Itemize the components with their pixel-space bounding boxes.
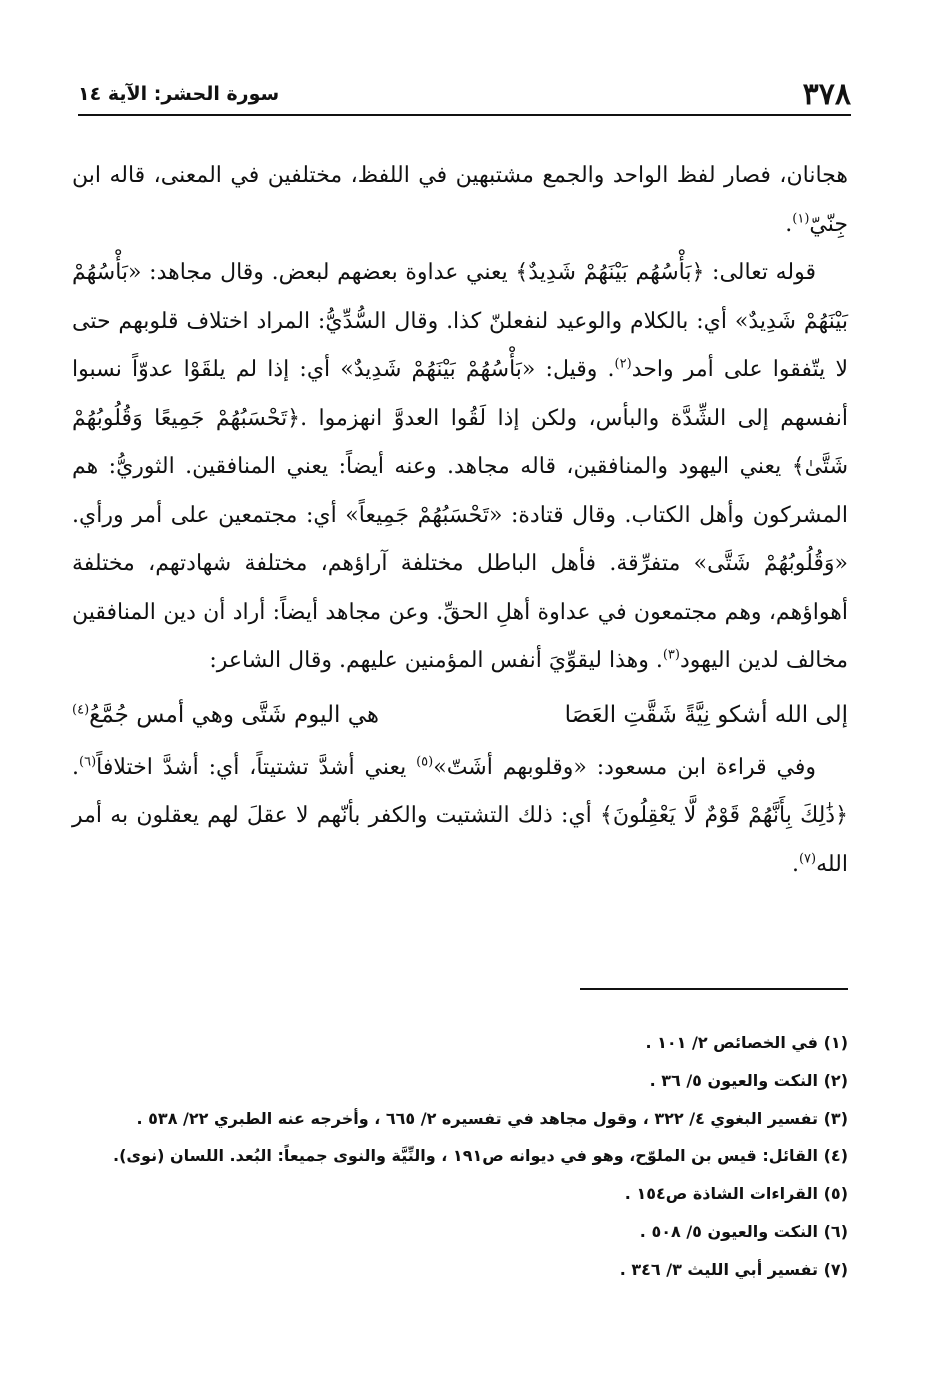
paragraph-3 <box>72 744 848 890</box>
paragraph-3-text-b: يعني أشدَّ تشتيتاً، أي: أشدَّ اختلافاً <box>96 754 417 780</box>
footnote-6: (٦) النكت والعيون ٥/ ٥٠٨ . <box>639 1221 848 1241</box>
footnote-2: (٢) النكت والعيون ٥/ ٣٦ . <box>649 1070 848 1090</box>
page-header <box>78 74 851 116</box>
footnote-ref-7: (٧) <box>798 851 817 867</box>
footnote-ref-3: (٣) <box>662 647 680 663</box>
paragraph-3-end: . <box>791 851 799 877</box>
footnote-5: (٥) القراءات الشاذة ص١٥٤ . <box>624 1184 848 1204</box>
footnote-ref-4: (٤) <box>72 701 90 717</box>
paragraph-1-text: هجانان، فصار لفظ الواحد والجمع مشتبهين في اللفظ، مختلفين في المعنى، قاله ابن جِنّيّ <box>72 163 848 237</box>
paragraph-1-end: . <box>785 211 793 237</box>
footnote-7: (٧) تفسير أبي الليث ٣/ ٣٤٦ . <box>619 1259 848 1279</box>
footnotes-list <box>110 1024 848 1289</box>
footnote-1: (١) في الخصائص ٢/ ١٠١ . <box>645 1033 848 1052</box>
footnote-divider <box>580 988 848 990</box>
main-text <box>72 152 848 889</box>
verse-first-hemistich: إلى الله أشكو نِيَّةً شَقَّتِ العَصَا <box>564 701 848 728</box>
footnote-3: (٣) تفسير البغوي ٤/ ٣٢٢ ، وقول مجاهد في تفسيره ٢/ ٦٦٥ ، وأخرجه عنه الطبري ٢٢/ ٥٣٨ . <box>136 1108 848 1128</box>
verse-second-hemistich <box>72 686 379 744</box>
footnote-ref-5: (٥) <box>416 754 434 770</box>
paragraph-2-text-a: قوله تعالى: ﴿بَأْسُهُم بَيْنَهُمْ شَدِيدٌ﴾ يعني عداوة بعضهم لبعض. وقال مجاهد: «بَأْسُهُمْ بَيْنَهُمْ شَدِيدٌ» أي: بالكلام والوعيد لنفعلنّ كذا. وقال السُّدِّيُّ: المراد اختلاف قلوبهم حتى لا يتّفقوا على أمر واحد <box>72 260 848 382</box>
paragraph-3-text-a: وفي قراءة ابن مسعود: «وقلوبهم أشَتّ» <box>433 754 816 780</box>
verse-second-text: هي اليوم شَتَّى وهي أمس جُمَّعُ <box>89 701 380 728</box>
footnote-4: (٤) القائل: قيس بن الملوّح، وهو في ديوانه ص١٩١ ، والنِّيَّة والنوى جميعاً: البُعد. اللسان (نوى). <box>113 1146 848 1166</box>
paragraph-3-text-c: . ﴿ذَٰلِكَ بِأَنَّهُمْ قَوْمٌ لَّا يَعْقِلُونَ﴾ أي: ذلك التشتيت والكفر بأنّهم لا عقلَ لهم يعقلون به أمر الله <box>72 754 848 877</box>
paragraph-2 <box>72 249 848 686</box>
footnote-ref-1: (١) <box>792 211 810 227</box>
poetry-verse <box>72 686 848 744</box>
footnote-ref-6: (٦) <box>79 754 97 770</box>
paragraph-2-text-c: . وهذا ليقوِّيَ أنفس المؤمنين عليهم. وقال الشاعر: <box>209 648 663 673</box>
paragraph-1 <box>72 152 848 249</box>
footnote-ref-2: (٢) <box>614 356 632 372</box>
running-title: سورة الحشر: الآية ١٤ <box>78 83 280 105</box>
paragraph-2-text-b: . وقيل: «بَأْسُهُمْ بَيْنَهُمْ شَدِيدٌ» أي: إذا لم يلقَوْا عدوّاً نسبوا أنفسهم إلى الشِّدَّة والبأس، ولكن إذا لَقُوا العدوَّ انهزموا .﴿تَحْسَبُهُمْ جَمِيعًا وَقُلُوبُهُمْ شَتَّىٰ﴾ يعني اليهود والمنافقين، قاله مجاهد. وعنه أيضاً: يعني المنافقين. الثوريُّ: هم المشركون وأهل الكتاب. وقال قتادة: «تَحْسَبُهُمْ جَمِيعاً» أي: مجتمعين على أمر ورأي. «وَقُلُوبُهُمْ شَتَّى» متفرِّقة. فأهل الباطل مختلفة آراؤهم، مختلفة شهادتهم، مختلفة أهواؤهم، وهم مجتمعون في عداوة أهلِ الحقِّ. وعن مجاهد أيضاً: أراد أن دين المنافقين مخالف لدين اليهود <box>72 357 848 673</box>
page-number: ٣٧٨ <box>802 77 851 112</box>
